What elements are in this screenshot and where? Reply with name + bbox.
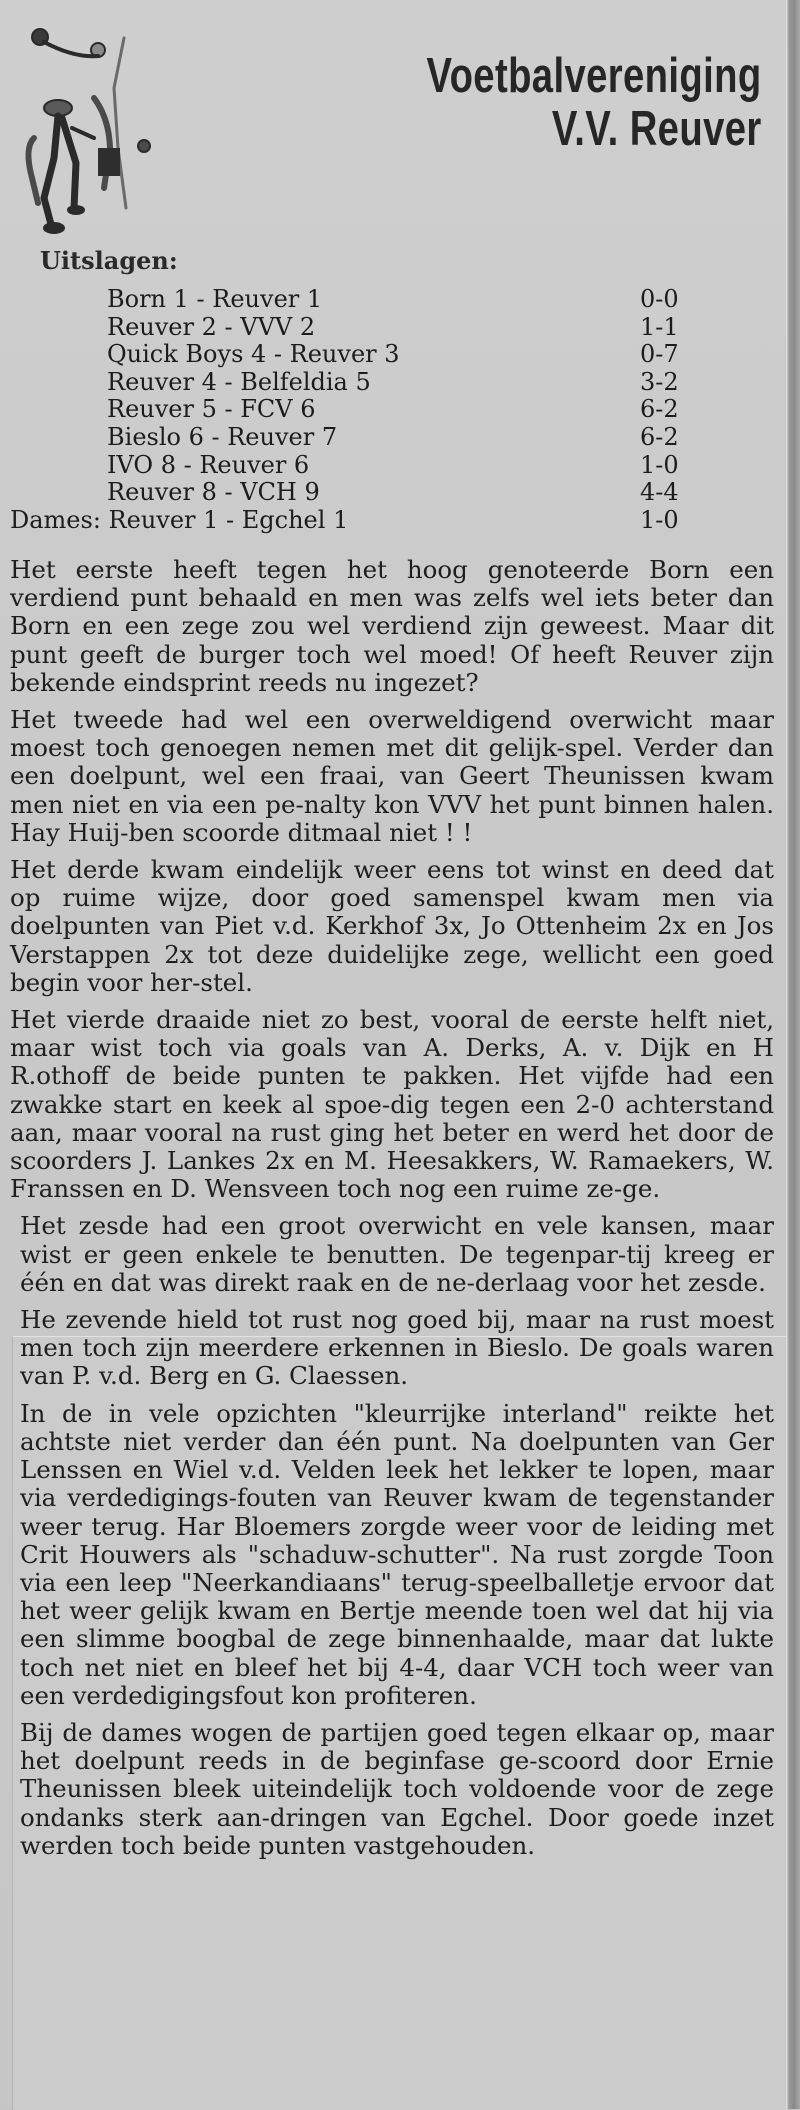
paragraph-fourth-fifth-team: Het vierde draaide niet zo best, vooral de eerste helft niet, maar wist toch via goals van A. Derks, A. v. Dijk en H R.othoff de beide punten te pakken. Het vijfde had een zwakke start en keek al spoe-dig tegen een 2-0 achterstand aan, maar vooral na rust ging het beter en werd het door de scoorders J. Lankes 2x en M. Heesakkers, W. Ramaekers, W. Franssen en D. Wensveen toch nog een ruime ze-ge. bbox=[10, 1005, 774, 1204]
heading-line-2: V.V. Reuver bbox=[552, 102, 762, 156]
result-row bbox=[0, 452, 786, 480]
paragraph-second-team: Het tweede had wel een overweldigend overwicht maar moest toch genoegen nemen met dit gelijk-spel. Verder dan een doelpunt, wel een fraai, van Geert Theunissen kwam men niet en via een pe-nalty kon VVV het punt binnen halen. Hay Huij-ben scoorde ditmaal niet ! ! bbox=[10, 705, 774, 847]
result-row bbox=[0, 369, 786, 397]
result-score: 1-0 bbox=[640, 450, 679, 479]
result-score: 0-7 bbox=[640, 340, 679, 369]
result-score: 1-0 bbox=[640, 505, 679, 534]
result-score: 6-2 bbox=[640, 395, 679, 424]
heading-line-1: Voetbalvereniging bbox=[426, 49, 762, 103]
result-match: Reuver 4 - Belfeldia 5 bbox=[107, 367, 371, 396]
result-score: 6-2 bbox=[640, 422, 679, 451]
result-match: Reuver 8 - VCH 9 bbox=[107, 478, 320, 507]
paragraph-eighth-team: In de in vele opzichten "kleurrijke interland" reikte het achtste niet verder dan één punt. Na doelpunten van Ger Lenssen en Wiel v.d. Velden leek het lekker te lopen, maar via verdedigings-fouten van Reuver kwam de tegenstander weer terug. Har Bloemers zorgde weer voor de leiding met Crit Houwers als "schaduw-schutter". Na rust zorgde Toon via een leep "Neerkandiaans" terug-speelballetje ervoor dat het weer gelijk kwam en Bertje meende toen wel dat hij via een slimme boogbal de zege binnenhaalde, maar dat lukte toch net niet en bleef het bij 4-4, daar VCH toch weer van een verdedigingsfout kon profiteren. bbox=[20, 1398, 774, 1710]
result-match: IVO 8 - Reuver 6 bbox=[107, 450, 310, 479]
result-match: Quick Boys 4 - Reuver 3 bbox=[107, 340, 400, 369]
result-row-dames bbox=[0, 507, 786, 535]
results-list bbox=[0, 286, 786, 534]
club-heading bbox=[427, 50, 762, 156]
result-row bbox=[0, 424, 786, 452]
result-match: Born 1 - Reuver 1 bbox=[107, 285, 323, 313]
result-score: 4-4 bbox=[640, 478, 679, 507]
result-match: Reuver 5 - FCV 6 bbox=[107, 395, 316, 424]
paragraph-first-team: Het eerste heeft tegen het hoog genoteerde Born een verdiend punt behaald en men was zelfs wel iets beter dan Born en een zege zou wel verdiend zijn geweest. Maar dit punt geeft de burger toch wel moed! Of heeft Reuver zijn bekende eindsprint reeds nu ingezet? bbox=[10, 555, 774, 697]
result-score: 0-0 bbox=[640, 285, 679, 313]
result-row bbox=[0, 314, 786, 342]
paragraph-dames: Bij de dames wogen de partijen goed tegen elkaar op, maar het doelpunt reeds in de beginfase ge-scoord door Ernie Theunissen bleek uiteindelijk toch voldoende voor de zege ondanks sterk aan-dringen van Egchel. Door goede inzet werden toch beide punten vastgehouden. bbox=[20, 1717, 774, 1860]
football-players-illustration-icon bbox=[14, 28, 154, 238]
result-row bbox=[0, 479, 786, 507]
results-label: Uitslagen: bbox=[40, 246, 178, 275]
result-row bbox=[0, 396, 786, 424]
result-match: Dames: Reuver 1 - Egchel 1 bbox=[10, 505, 349, 534]
paragraph-sixth-team: Het zesde had een groot overwicht en vele kansen, maar wist er geen enkele te benutten. De tegenpar-tij kreeg er één en dat was direkt raak en de ne-derlaag voor het zesde. bbox=[20, 1211, 774, 1297]
result-row bbox=[0, 286, 786, 314]
result-score: 1-1 bbox=[640, 312, 679, 341]
clipping-edge bbox=[786, 0, 800, 2109]
paragraph-seventh-team: He zevende hield tot rust nog goed bij, maar na rust moest men toch zijn meerdere erkennen in Bieslo. De goals waren van P. v.d. Berg en G. Claessen. bbox=[20, 1305, 774, 1391]
result-score: 3-2 bbox=[640, 367, 679, 396]
result-row bbox=[0, 341, 786, 369]
article-body bbox=[10, 556, 774, 1869]
paragraph-third-team: Het derde kwam eindelijk weer eens tot winst en deed dat op ruime wijze, door goed samenspel kwam men via doelpunten van Piet v.d. Kerkhof 3x, Jo Ottenheim 2x en Jos Verstappen 2x tot deze duidelijke zege, wellicht een goed begin voor her-stel. bbox=[10, 855, 774, 997]
result-match: Reuver 2 - VVV 2 bbox=[107, 312, 316, 341]
result-match: Bieslo 6 - Reuver 7 bbox=[107, 422, 338, 451]
